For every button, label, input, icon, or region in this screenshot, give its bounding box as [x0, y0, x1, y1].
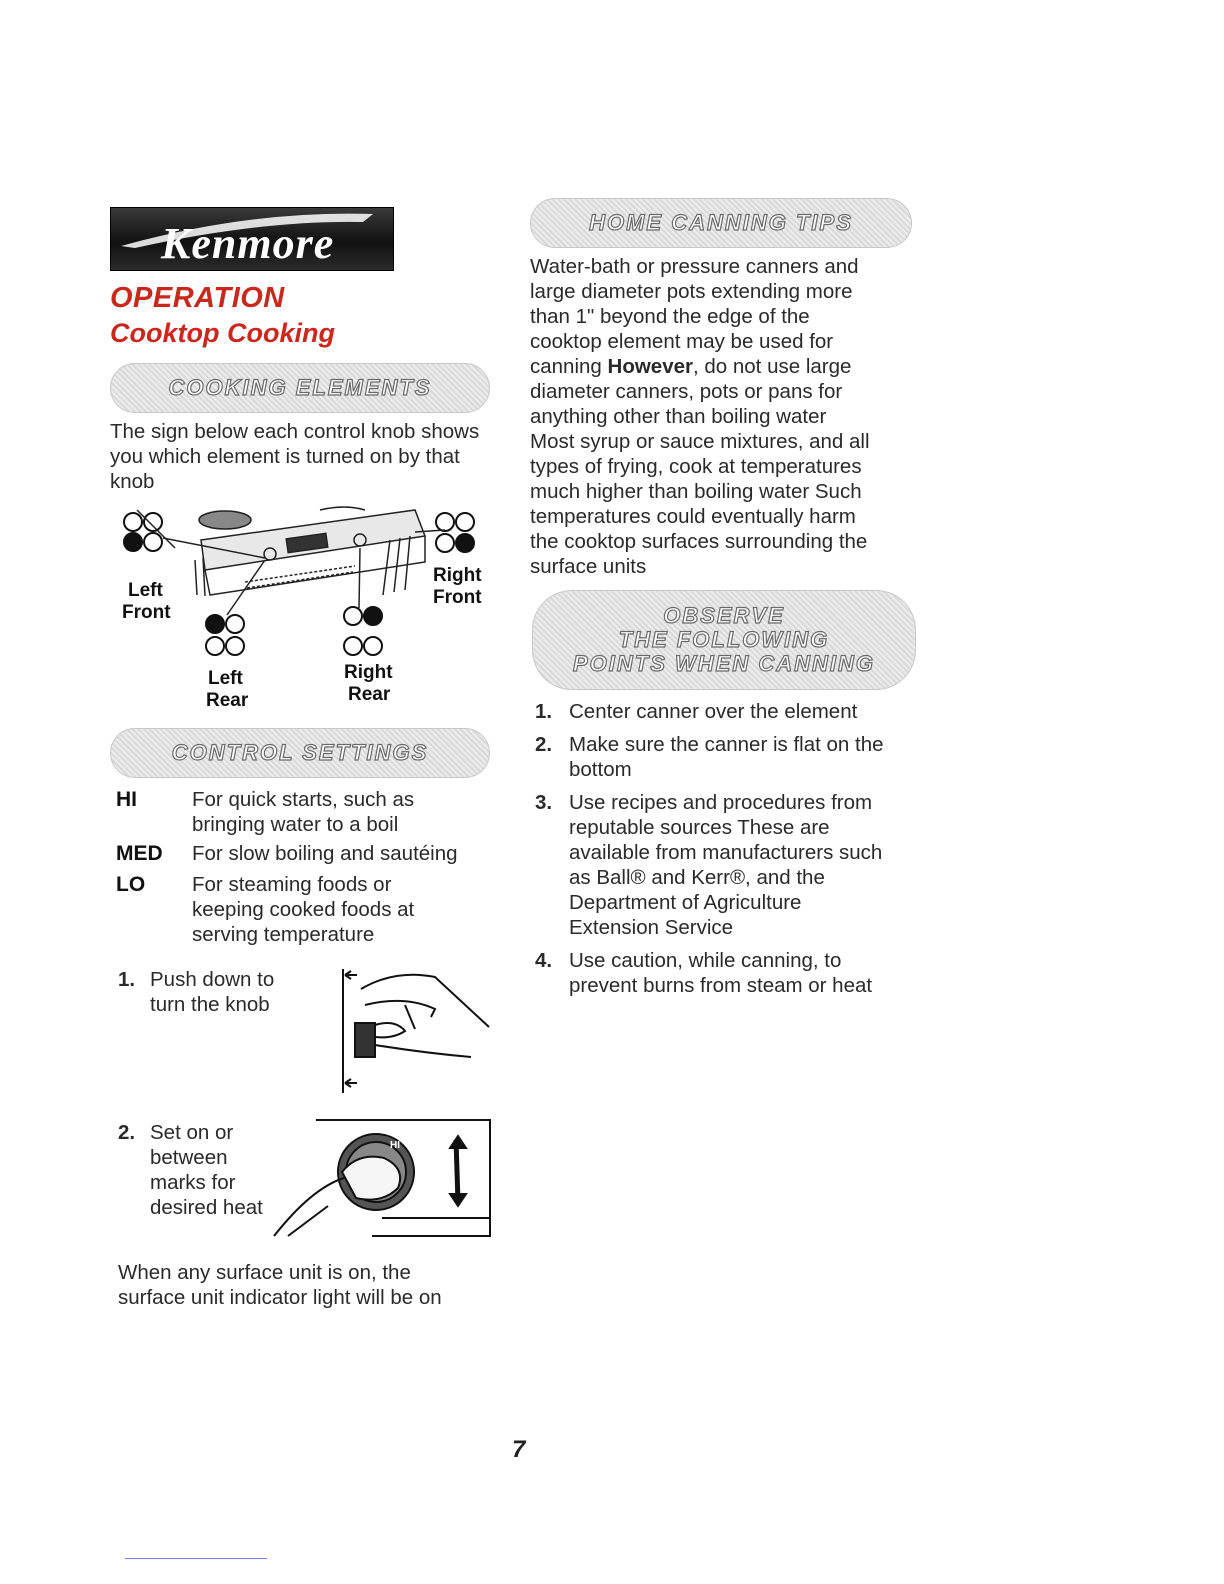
kenmore-logo	[110, 207, 394, 271]
list-item: 2. Make sure the canner is flat on the bottom	[535, 733, 884, 781]
observe-list	[535, 699, 925, 998]
indicator-note: When any surface unit is on, the surface unit indicator light will be on	[118, 1261, 442, 1309]
label-right-rear: Right Rear	[344, 662, 393, 705]
step-2: 2. Set on or between marks for desired heat	[118, 1121, 263, 1219]
page-number: 7	[512, 1436, 526, 1463]
setting-row-lo: LO For steaming foods or keeping cooked foods at serving temperature	[116, 873, 415, 946]
list-item: 3. Use recipes and procedures from reputable sources These are available from manufacturers such as Ball® and Kerr®, and the Department of Agriculture Extension Service	[535, 791, 883, 939]
element-symbol-right-front	[436, 513, 474, 552]
control-panel-drawing	[137, 507, 445, 615]
observe-points-banner: OBSERVE THE FOLLOWING POINTS WHEN CANNING	[532, 590, 916, 690]
svg-text:HI: HI	[390, 1140, 400, 1151]
element-symbol-left-front	[124, 513, 162, 551]
setting-row-med: MED For slow boiling and sautéing	[116, 842, 458, 865]
setting-row-hi: HI For quick starts, such as bringing water to a boil	[116, 788, 415, 836]
cooking-elements-banner	[110, 363, 490, 413]
home-canning-tips-banner	[530, 198, 912, 248]
element-symbol-right-rear	[344, 607, 382, 655]
banner-label: HOME CANNING TIPS	[589, 210, 853, 235]
set-knob-illustration	[272, 1118, 494, 1240]
label-right-front: Right Front	[433, 565, 482, 608]
footer-rule	[125, 1558, 267, 1559]
step-1: 1. Push down to turn the knob	[118, 968, 275, 1016]
logo-text: Kenmore	[161, 219, 335, 268]
page-title: OPERATION	[110, 282, 285, 314]
label-left-front: Left Front	[122, 580, 171, 623]
control-settings-banner	[110, 728, 490, 778]
push-knob-illustration	[335, 965, 495, 1095]
canning-tips-text: Water-bath or pressure canners and large diameter pots extending more than 1" beyond the edge of the cooktop element may be used for canning However, do not use large diameter canners, pots or pans for anything other than boiling water Most syrup or sauce mixtures, and all types of frying, cook at temperatures much higher than boiling water Such temperatures could eventually harm the cooktop surfaces surrounding the surface units	[530, 255, 870, 578]
settings-list	[116, 787, 496, 947]
label-left-rear: Left Rear	[206, 668, 249, 711]
page-subtitle: Cooktop Cooking	[110, 318, 335, 348]
list-item: 4. Use caution, while canning, to prevent burns from steam or heat	[535, 949, 873, 997]
list-item: 1. Center canner over the element	[535, 700, 858, 723]
banner-label: COOKING ELEMENTS	[168, 375, 432, 400]
banner-label: CONTROL SETTINGS	[171, 740, 429, 765]
element-symbol-left-rear	[206, 615, 244, 655]
cooking-elements-text: The sign below each control knob shows you which element is turned on by that knob	[110, 420, 480, 493]
